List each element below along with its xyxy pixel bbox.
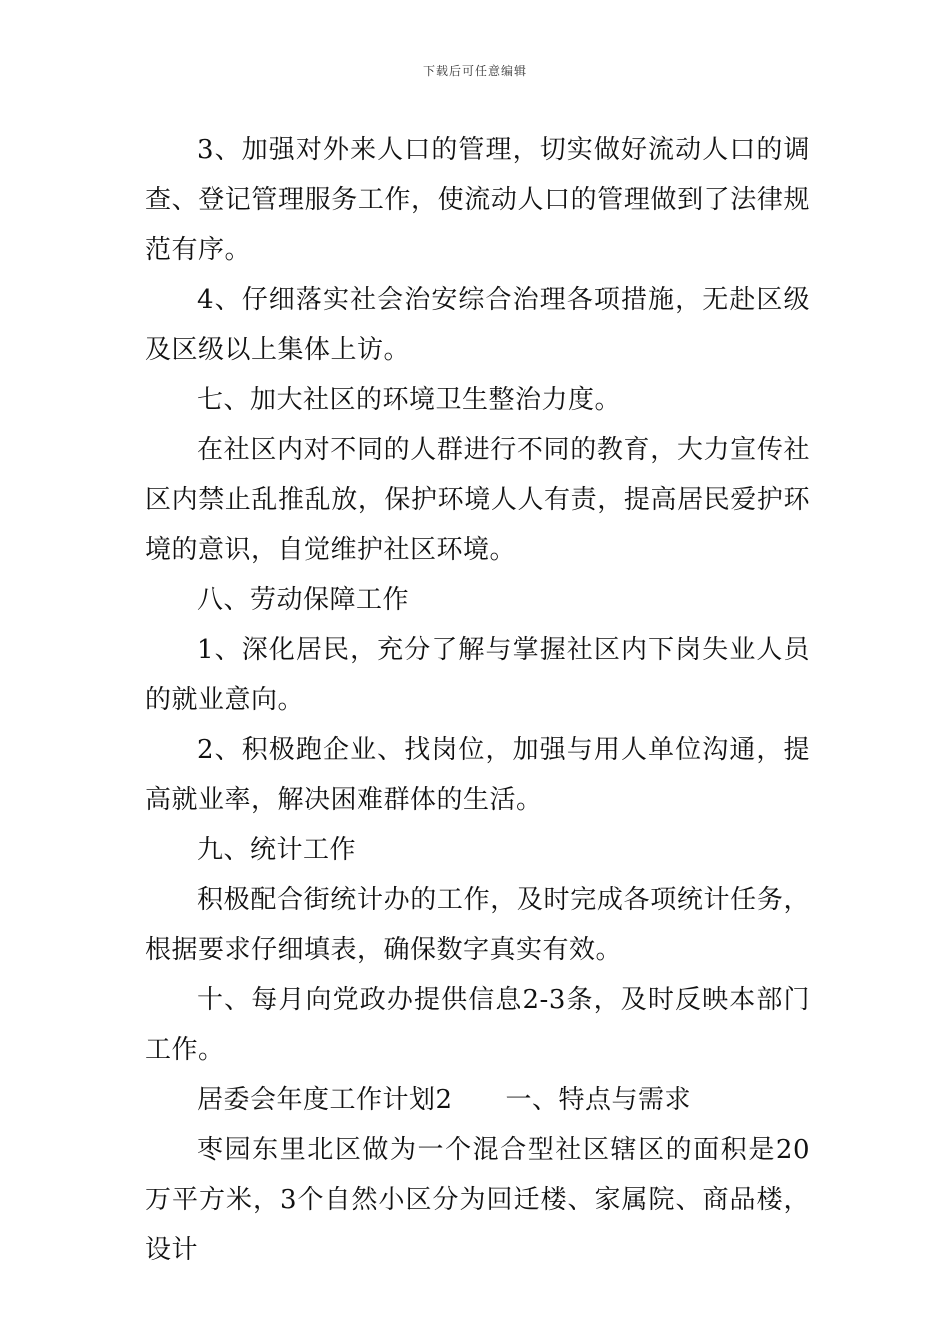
section-heading: 八、劳动保障工作 — [197, 585, 410, 615]
paragraph: 枣园东里北区做为一个混合型社区辖区的面积是20万平方米，3个自然小区分为回迁楼、家属院、商品楼，设计 — [145, 1135, 810, 1265]
section-heading: 七、加大社区的环境卫生整治力度。 — [197, 385, 622, 415]
paragraph: 1、深化居民，充分了解与掌握社区内下岗失业人员的就业意向。 — [145, 635, 810, 715]
paragraph: 4、仔细落实社会治安综合治理各项措施，无赴区级及区级以上集体上访。 — [145, 285, 810, 365]
paragraph: 积极配合街统计办的工作，及时完成各项统计任务，根据要求仔细填表，确保数字真实有效。 — [145, 885, 810, 965]
paragraph: 3、加强对外来人口的管理，切实做好流动人口的调查、登记管理服务工作，使流动人口的管理做到了法律规范有序。 — [145, 135, 810, 265]
document-title-line: 居委会年度工作计划2 一、特点与需求 — [197, 1085, 692, 1115]
paragraph: 在社区内对不同的人群进行不同的教育，大力宣传社区内禁止乱推乱放，保护环境人人有责，提高居民爱护环境的意识，自觉维护社区环境。 — [145, 435, 810, 565]
page-header: 下载后可任意编辑 — [422, 64, 527, 78]
section-heading: 十、每月向党政办提供信息2-3条，及时反映本部门工作。 — [145, 985, 810, 1065]
section-heading: 九、统计工作 — [197, 835, 357, 865]
document-body — [145, 125, 810, 1275]
paragraph: 2、积极跑企业、找岗位，加强与用人单位沟通，提高就业率，解决困难群体的生活。 — [145, 735, 810, 815]
